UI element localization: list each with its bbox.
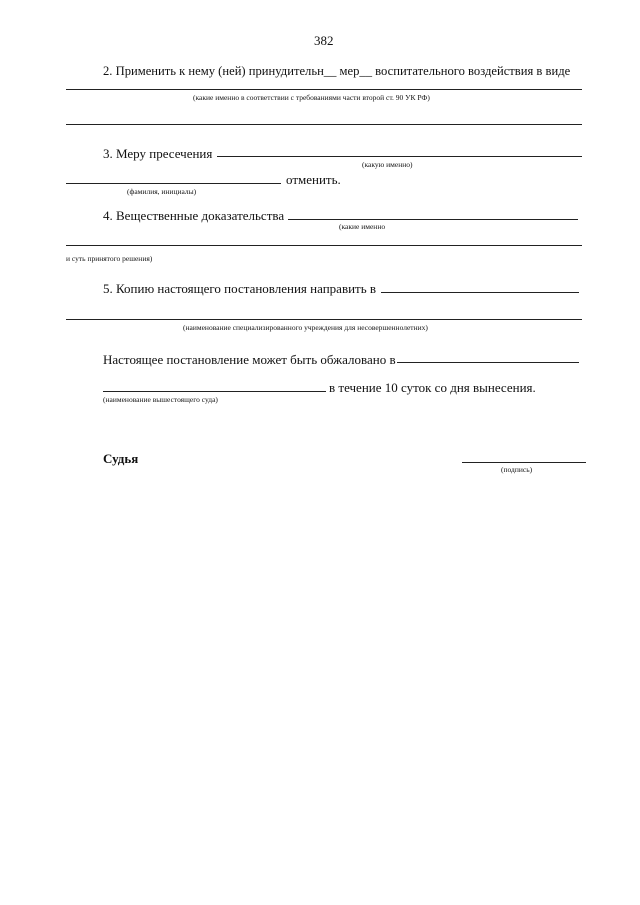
- appeal-term: в течение 10 суток со дня вынесения.: [329, 380, 536, 395]
- item4-hint-essence: и суть принятого решения): [66, 254, 153, 263]
- appeal-line-1[interactable]: [397, 362, 579, 363]
- signature-line[interactable]: [462, 462, 586, 463]
- signature-hint: (подпись): [501, 465, 533, 474]
- item5-text: 5. Копию настоящего постановления направить в: [103, 281, 377, 296]
- item3-name-line[interactable]: [66, 183, 281, 184]
- item3-hint-which: (какую именно): [362, 160, 413, 169]
- item3-cancel: отменить.: [286, 172, 341, 187]
- page-number: 382: [314, 33, 334, 48]
- item2-text: 2. Применить к нему (ней) принудительн__ мер__ воспитательного воздействия в виде: [103, 64, 571, 78]
- item4-text: 4. Вещественные доказательства: [103, 208, 285, 223]
- item3-text: 3. Меру пресечения: [103, 146, 213, 161]
- appeal-hint: (наименование вышестоящего суда): [103, 395, 218, 404]
- item4-line-1[interactable]: [288, 219, 578, 220]
- item5-line-2[interactable]: [66, 319, 582, 320]
- judge-label: Судья: [103, 451, 139, 466]
- item4-hint-which: (какие именно: [339, 222, 386, 231]
- appeal-line-2[interactable]: [103, 391, 326, 392]
- item2-line-1[interactable]: [66, 89, 582, 90]
- item2-line-2[interactable]: [66, 124, 582, 125]
- item5-line-1[interactable]: [381, 292, 579, 293]
- item4-line-2[interactable]: [66, 245, 582, 246]
- item2-hint: (какие именно в соответствии с требованиями части второй ст. 90 УК РФ): [193, 93, 430, 102]
- appeal-text: Настоящее постановление может быть обжаловано в: [103, 352, 396, 367]
- item5-hint: (наименование специализированного учреждения для несовершеннолетних): [183, 323, 428, 332]
- item3-measure-line[interactable]: [217, 156, 582, 157]
- item3-hint-name: (фамилия, инициалы): [127, 187, 197, 196]
